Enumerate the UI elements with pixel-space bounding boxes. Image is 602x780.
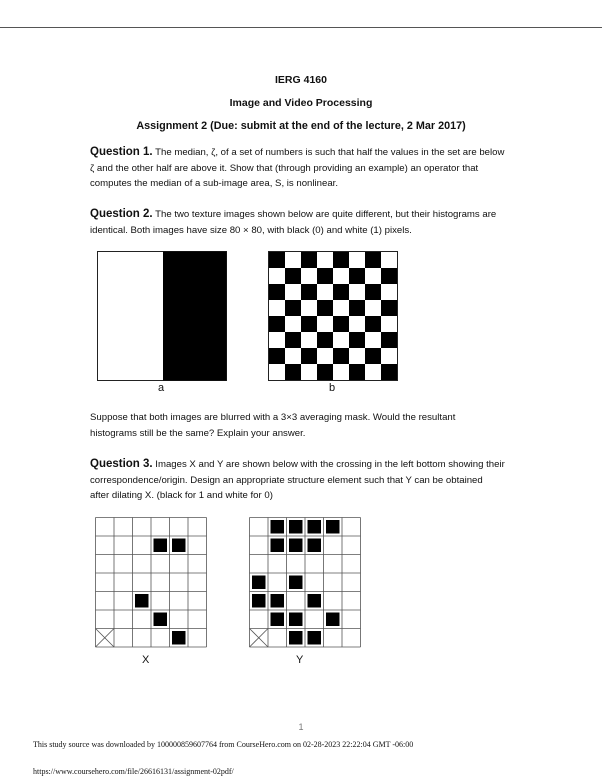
question-3-label: Question 3.: [90, 458, 153, 470]
checker-square: [349, 332, 365, 348]
figure-a-caption: a: [158, 382, 165, 394]
checker-square: [365, 316, 381, 332]
grid-image-x: [95, 517, 207, 653]
checker-square: [381, 300, 397, 316]
texture-image-a: [97, 251, 227, 381]
question-1-label: Question 1.: [90, 146, 153, 158]
checker-square: [381, 364, 397, 380]
checker-square: [285, 300, 301, 316]
checker-square: [269, 284, 285, 300]
question-1-line-1: The median, ζ, of a set of numbers is such that half the values in the set are below: [155, 147, 505, 158]
checker-square: [349, 300, 365, 316]
checker-square: [285, 332, 301, 348]
grid-y-filled-cell: [289, 613, 303, 627]
grid-y-filled-cell: [271, 613, 285, 627]
grid-y-filled-cell: [308, 631, 322, 645]
course-title: Image and Video Processing: [229, 97, 373, 109]
grid-x-filled-cell: [154, 539, 168, 553]
checker-square: [301, 316, 317, 332]
checker-square: [285, 364, 301, 380]
grid-y-filled-cell: [326, 613, 340, 627]
source-url-link[interactable]: https://www.coursehero.com/file/26616131/assignment-02pdf/: [33, 767, 234, 776]
question-3: [90, 457, 520, 504]
question-2-followup: [90, 410, 520, 441]
question-2-line-1: The two texture images shown below are quite different, but their histograms are: [155, 209, 497, 220]
question-3-line-2: correspondence/origin. Design an appropriate structure element such that Y can be obtained: [90, 474, 483, 486]
grid-y-caption: Y: [296, 654, 304, 666]
grid-image-y: [249, 517, 361, 653]
checker-square: [269, 348, 285, 364]
question-3-line-1: Images X and Y are shown below with the crossing in the left bottom showing their: [155, 459, 505, 470]
course-code: IERG 4160: [275, 74, 327, 86]
checker-square: [301, 348, 317, 364]
checker-square: [365, 284, 381, 300]
checker-square: [365, 252, 381, 268]
grid-x-filled-cell: [172, 539, 186, 553]
question-2-label: Question 2.: [90, 208, 153, 220]
grid-x-filled-cell: [154, 613, 168, 627]
checker-square: [269, 252, 285, 268]
checker-square: [381, 268, 397, 284]
checker-square: [333, 316, 349, 332]
question-2: [90, 207, 520, 238]
checker-square: [317, 332, 333, 348]
grid-y-filled-cell: [289, 576, 303, 590]
question-1: [90, 145, 520, 192]
grid-x-caption: X: [142, 654, 150, 666]
checker-square: [301, 284, 317, 300]
checker-square: [365, 348, 381, 364]
assignment-title: Assignment 2 (Due: submit at the end of the lecture, 2 Mar 2017): [136, 120, 466, 132]
download-notice: This study source was downloaded by 100000859607764 from CourseHero.com on 02-28-2023 22:22:04 GMT -06:00: [33, 740, 414, 749]
checker-square: [381, 332, 397, 348]
question-1-line-3: computes the median of a sub-image area, S, is nonlinear.: [90, 178, 338, 189]
checker-square: [317, 364, 333, 380]
grid-y-filled-cell: [289, 631, 303, 645]
checker-square: [301, 252, 317, 268]
checker-square: [333, 284, 349, 300]
grid-x-filled-cell: [172, 631, 186, 645]
grid-y-filled-cell: [308, 520, 322, 534]
grid-y-filled-cell: [308, 539, 322, 553]
checker-square: [333, 252, 349, 268]
page-number: 1: [298, 722, 304, 732]
checker-square: [317, 268, 333, 284]
grid-y-filled-cell: [271, 520, 285, 534]
checker-square: [349, 268, 365, 284]
checker-square: [349, 364, 365, 380]
checker-square: [269, 316, 285, 332]
question-2-line-2: identical. Both images have size 80 × 80, with black (0) and white (1) pixels.: [90, 224, 412, 236]
grid-y-filled-cell: [271, 594, 285, 608]
grid-y-filled-cell: [289, 539, 303, 553]
figure-b-caption: b: [329, 382, 336, 394]
grid-y-filled-cell: [252, 594, 266, 608]
grid-x-filled-cell: [135, 594, 149, 608]
checker-square: [333, 348, 349, 364]
question-3-line-3: after dilating X. (black for 1 and white for 0): [90, 490, 273, 501]
checker-square: [285, 268, 301, 284]
question-1-line-2: ζ and the other half are above it. Show that (through providing an example) an operator that: [90, 162, 479, 174]
grid-y-filled-cell: [326, 520, 340, 534]
top-rule: [0, 27, 602, 28]
grid-y-filled-cell: [308, 594, 322, 608]
question-2-followup-line-1: Suppose that both images are blurred with a 3×3 averaging mask. Would the resultant: [90, 412, 456, 423]
checker-square: [317, 300, 333, 316]
grid-y-filled-cell: [252, 576, 266, 590]
grid-y-filled-cell: [271, 539, 285, 553]
texture-image-b-checkerboard: [268, 251, 398, 381]
grid-y-filled-cell: [289, 520, 303, 534]
question-2-followup-line-2: histograms still be the same? Explain your answer.: [90, 427, 306, 439]
